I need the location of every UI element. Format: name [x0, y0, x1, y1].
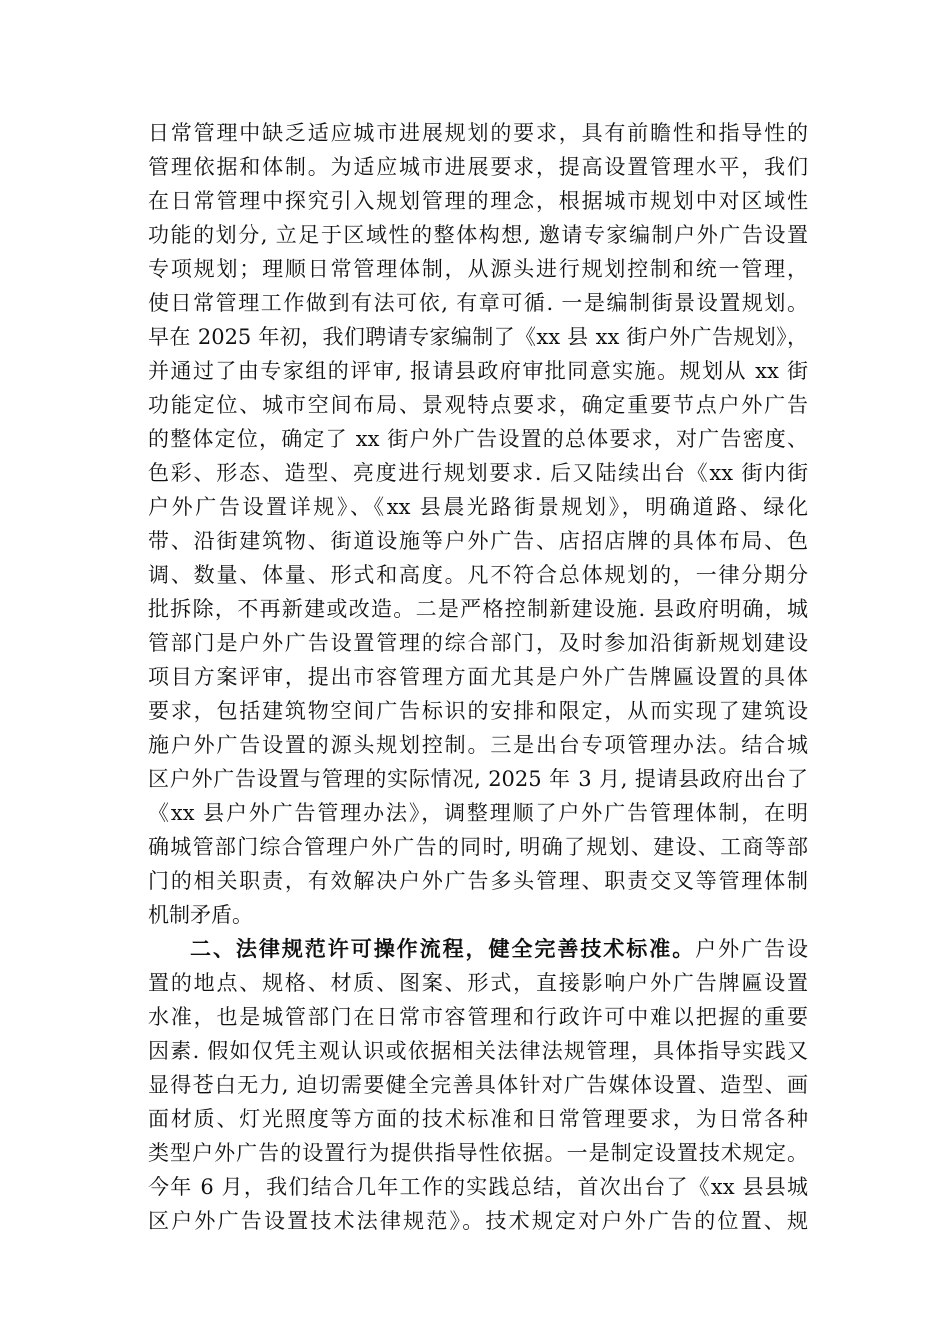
- text-line: 显得苍白无力, 迫切需要健全完善具体针对广告媒体设置、造型、画: [148, 1073, 808, 1097]
- text-line: 日常管理中缺乏适应城市进展规划的要求，具有前瞻性和指导性的: [148, 121, 808, 145]
- text-line: 确城管部门综合管理户外广告的同时, 明确了规划、建设、工商等部: [148, 835, 808, 859]
- text-line: 《xx 县户外广告管理办法》，调整理顺了户外广告管理体制，在明: [148, 801, 808, 825]
- text-line: 水准，也是城管部门在日常市容管理和行政许可中难以把握的重要: [148, 1005, 808, 1029]
- document-body: [148, 116, 808, 1238]
- text-line: 批拆除，不再新建或改造。二是严格控制新建设施. 县政府明确，城: [148, 597, 808, 621]
- text-line: 区户外广告设置技术法律规范》。技术规定对户外广告的位置、规: [148, 1209, 808, 1233]
- text-line: 户外广告设置详规》、《xx 县晨光路街景规划》，明确道路、绿化: [148, 495, 808, 519]
- text-line: 带、沿街建筑物、街道设施等户外广告、店招店牌的具体布局、色: [148, 529, 808, 553]
- text-line: 项目方案评审，提出市容管理方面尤其是户外广告牌匾设置的具体: [148, 665, 808, 689]
- text-line: 早在 2025 年初，我们聘请专家编制了《xx 县 xx 街户外广告规划》，: [148, 325, 808, 349]
- text-line: 机制矛盾。: [148, 903, 253, 927]
- text-line: 的整体定位，确定了 xx 街户外广告设置的总体要求，对广告密度、: [148, 427, 808, 451]
- text-line: 施户外广告设置的源头规划控制。三是出台专项管理办法。结合城: [148, 733, 808, 757]
- text-line: 使日常管理工作做到有法可依, 有章可循. 一是编制街景设置规划。: [148, 291, 808, 315]
- text-line: 类型户外广告的设置行为提供指导性依据。一是制定设置技术规定。: [148, 1141, 808, 1165]
- text-line: 在日常管理中探究引入规划管理的理念，根据城市规划中对区域性: [148, 189, 808, 213]
- text-line: 门的相关职责，有效解决户外广告多头管理、职责交叉等管理体制: [148, 869, 808, 893]
- text-line: 管部门是户外广告设置管理的综合部门，及时参加沿街新规划建设: [148, 631, 808, 655]
- text-line: 今年 6 月，我们结合几年工作的实践总结，首次出台了《xx 县县城: [148, 1175, 808, 1199]
- text-line: 管理依据和体制。为适应城市进展要求，提高设置管理水平，我们: [148, 155, 808, 179]
- text-line: 面材质、灯光照度等方面的技术标准和日常管理要求，为日常各种: [148, 1107, 808, 1131]
- text-line: 功能的划分, 立足于区域性的整体构想, 邀请专家编制户外广告设置: [148, 223, 808, 247]
- section-heading-line: [148, 932, 808, 966]
- section-heading: 二、法律规范许可操作流程，健全完善技术标准。: [190, 936, 696, 961]
- text-line: 因素. 假如仅凭主观认识或依据相关法律法规管理，具体指导实践又: [148, 1039, 808, 1063]
- text-line: 区户外广告设置与管理的实际情况, 2025 年 3 月, 提请县政府出台了: [148, 767, 808, 791]
- text-line: 并通过了由专家组的评审, 报请县政府审批同意实施。规划从 xx 街: [148, 359, 808, 383]
- text-line: 功能定位、城市空间布局、景观特点要求，确定重要节点户外广告: [148, 393, 808, 417]
- text-line: 专项规划；理顺日常管理体制，从源头进行规划控制和统一管理，: [148, 257, 808, 281]
- text-line: 置的地点、规格、材质、图案、形式，直接影响户外广告牌匾设置: [148, 971, 808, 995]
- heading-trailing-text: 户外广告设: [695, 937, 809, 961]
- text-line: 调、数量、体量、形式和高度。凡不符合总体规划的，一律分期分: [148, 563, 808, 587]
- text-line: 色彩、形态、造型、亮度进行规划要求. 后又陆续出台《xx 街内街: [148, 461, 808, 485]
- text-line: 要求，包括建筑物空间广告标识的安排和限定，从而实现了建筑设: [148, 699, 808, 723]
